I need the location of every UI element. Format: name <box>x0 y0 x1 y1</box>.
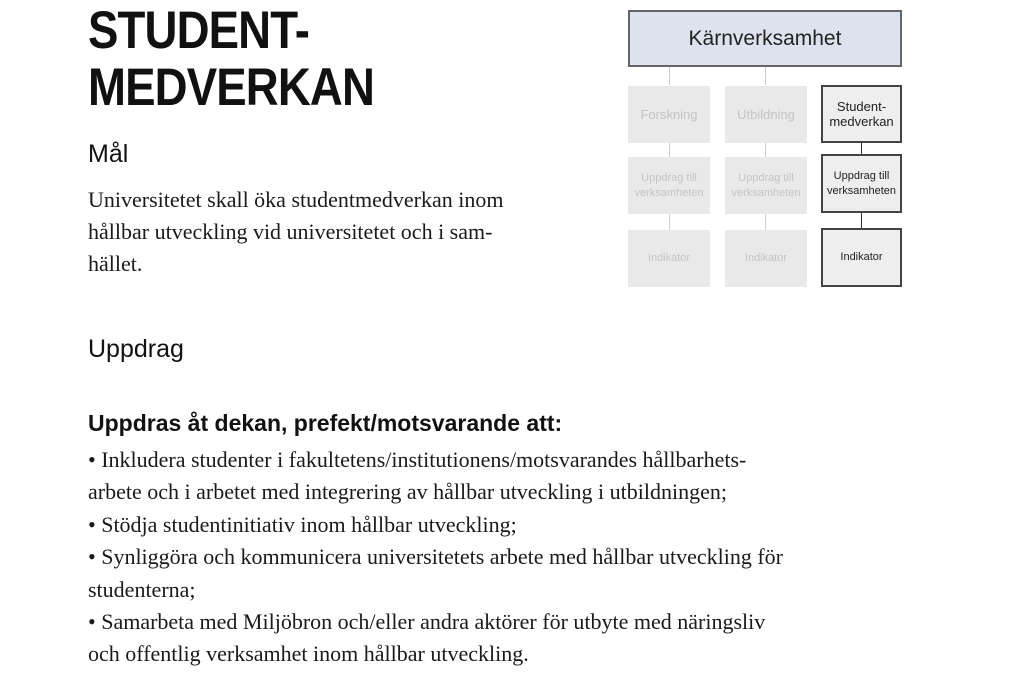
goal-text-line: hållbar utveckling vid universitetet och i sam- <box>88 219 493 244</box>
bullet-line: • Stödja studentinitiativ inom hållbar utveckling; <box>88 511 517 537</box>
goal-heading: Mål <box>88 140 129 168</box>
student-mission-box <box>821 154 902 213</box>
page-heading <box>88 2 374 116</box>
goal-text-line: hället. <box>88 251 143 276</box>
box-label: Indikator <box>840 251 883 263</box>
student-participation-box <box>821 85 902 143</box>
bullet-line: • Synliggöra och kommunicera universitetets arbete med hållbar utveckling för <box>88 544 783 570</box>
box-label: Utbildning <box>737 107 795 122</box>
assignment-bullet-list <box>88 444 948 671</box>
research-mission-box <box>628 157 710 214</box>
bullet-line: studenterna; <box>88 576 196 602</box>
box-label: Indikator <box>744 252 788 264</box>
bullet-line: • Inkludera studenter i fakultetens/institutionens/motsvarandes hållbarhets- <box>88 447 747 472</box>
bullet-line: och offentlig verksamhet inom hållbar utveckling. <box>88 641 529 667</box>
heading-line: MEDVERKAN <box>88 58 375 117</box>
bullet-line: • Samarbeta med Miljöbron och/eller andra aktörer för utbyte med näringsliv <box>88 609 766 635</box>
box-label: Student- <box>836 99 887 114</box>
connector-line <box>861 143 862 154</box>
core-activity-box: Kärnverksamhet <box>628 10 902 67</box>
assigned-to-text: Uppdras åt dekan, prefekt/motsvarande att: <box>88 410 563 436</box>
education-indicator-box <box>725 230 807 287</box>
connector-line <box>669 67 670 85</box>
box-label: Uppdrag till <box>641 171 697 184</box>
research-box <box>628 86 710 143</box>
box-label: Forskning <box>640 107 698 122</box>
box-label: Uppdrag till <box>833 169 890 182</box>
education-box <box>725 86 807 143</box>
connector-line <box>861 213 862 228</box>
connector-line <box>765 67 766 85</box>
connector-line <box>669 214 670 230</box>
box-label: medverkan <box>829 114 894 129</box>
education-mission-box <box>725 157 807 214</box>
box-label: verksamheten <box>634 186 704 199</box>
student-indicator-box <box>821 228 902 287</box>
goal-text <box>88 184 588 280</box>
box-label: Uppdrag till <box>738 171 794 184</box>
goal-text-line: Universitetet skall öka studentmedverkan inom <box>88 187 504 212</box>
research-indicator-box <box>628 230 710 287</box>
assignment-heading: Uppdrag <box>88 335 184 363</box>
box-label: verksamheten <box>826 184 897 197</box>
connector-line <box>765 214 766 230</box>
box-label: Indikator <box>647 252 691 264</box>
connector-line <box>669 143 670 157</box>
bullet-line: arbete och i arbetet med integrering av hållbar utveckling i utbildningen; <box>88 479 727 505</box>
heading-line: STUDENT- <box>88 1 310 60</box>
box-label: verksamheten <box>731 186 801 199</box>
org-chart <box>628 10 904 290</box>
connector-line <box>765 143 766 157</box>
